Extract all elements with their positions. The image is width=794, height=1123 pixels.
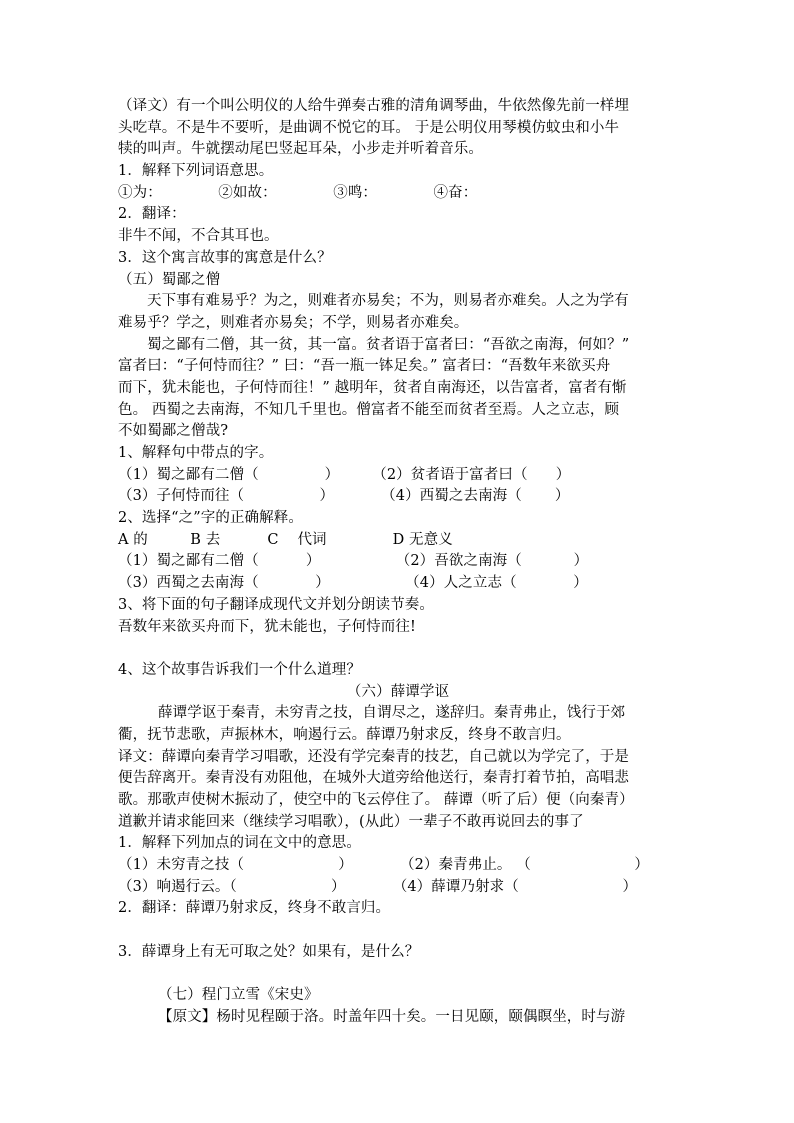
s6-question-1-row-1: （1）未穷青之技（ ） （2）秦青弗止。 （ ）: [118, 857, 650, 874]
question-1-heading: 1．解释下列词语意思。: [118, 163, 274, 180]
s6-question-2: 2．翻译：薛谭乃射求反，终身不敢言归。: [118, 900, 391, 917]
s5-question-1-row-1: （1）蜀之鄙有二僧（ ） （2）贫者语于富者曰（ ）: [118, 466, 571, 483]
section-6-title: （六）薛谭学讴: [346, 683, 450, 700]
passage-5-line-6: 色。 西蜀之去南海，不知几千里也。僧富者不能至而贫者至焉。人之立志，顾: [118, 401, 620, 418]
translation-line-1: （译文）有一个叫公明仪的人给牛弹奏古雅的清角调琴曲，牛依然像先前一样埋: [118, 98, 629, 114]
translation-6-line-2: 便告辞离开。秦青没有劝阻他，在城外大道旁给他送行，秦青打着节拍，高唱悲: [118, 770, 629, 787]
translation-6-line-3: 歌。那歌声使树木振动了，使空中的飞云停住了。 薛谭（听了后）便（向秦青）: [118, 792, 634, 808]
s5-question-1-heading: 1、解释句中带点的字。: [118, 445, 274, 461]
s6-question-1-row-2: （3）响遏行云。（ ） （4）薛谭乃射求（ ）: [118, 878, 638, 895]
blank-line: [118, 964, 678, 986]
s6-question-1-heading: 1．解释下列加点的词在文中的意思。: [118, 835, 361, 852]
s5-question-2-heading: 2、选择“之”字的正确解释。: [118, 510, 303, 527]
passage-6-line-2: 衢，抚节悲歌，声振林木，响遏行云。薛谭乃射求反，终身不敢言归。: [118, 726, 571, 743]
translation-line-2: 头吃草。不是牛不要听，是曲调不悦它的耳。 于是公明仪用琴模仿蚊虫和小牛: [118, 119, 620, 136]
s5-question-1-row-2: （3）子何恃而往（ ） （4）西蜀之去南海（ ）: [118, 488, 570, 505]
blank-line: [118, 920, 678, 942]
translation-6-line-1: 译文：薛谭向秦青学习唱歌，还没有学完秦青的技艺，自己就以为学完了，于是: [118, 748, 629, 765]
passage-5-line-2: 难易乎？学之，则难者亦易矣；不学，则易者亦难矣。: [118, 314, 469, 331]
document-page: [118, 96, 678, 1029]
section-7-title: （七）程门立雪《宋史》: [158, 987, 319, 1004]
question-3-heading: 3．这个寓言故事的寓意是什么？: [118, 249, 332, 266]
section-5-title: （五）蜀鄙之僧: [118, 271, 221, 288]
passage-6-line-1: 薛谭学讴于秦青，未穷青之技，自谓尽之，遂辞归。秦青弗止，饯行于郊: [158, 705, 626, 722]
question-1-items: ①为： ②如故： ③鸣： ④奋：: [118, 184, 478, 201]
s5-question-3-sentence: 吾数年来欲买舟而下，犹未能也，子何恃而往!: [118, 618, 416, 635]
blank-line: [118, 638, 678, 660]
passage-5-line-4: 富者曰：“子何恃而往？” 曰：“吾一瓶一钵足矣。” 富者曰：“吾数年来欲买舟: [118, 358, 611, 375]
s5-question-2-row-2: （3）西蜀之去南海（ ） （4）人之立志（ ）: [118, 575, 588, 592]
s5-question-3-heading: 3、将下面的句子翻译成现代文并划分朗读节奏。: [118, 596, 434, 613]
s5-question-2-row-1: （1）蜀之鄙有二僧（ ） （2）吾欲之南海（ ）: [118, 553, 589, 570]
passage-5-line-5: 而下，犹未能也，子何恃而往！” 越明年，贫者自南海还，以告富者，富者有惭: [118, 379, 627, 396]
passage-7-line-1: 【原文】杨时见程颐于洛。时盖年四十矣。一日见颐，颐偶瞑坐，时与游: [158, 1008, 626, 1025]
question-2-sentence: 非牛不闻，不合其耳也。: [118, 228, 279, 245]
s5-question-4-heading: 4、这个故事告诉我们一个什么道理？: [118, 661, 361, 678]
translation-6-line-4: 道歉并请求能回来（继续学习唱歌），(从此）一辈子不敢再说回去的事了: [118, 813, 584, 830]
s5-question-2-options: A 的 B 去 C 代词 D 无意义: [118, 531, 453, 548]
passage-5-line-3: 蜀之鄙有二僧，其一贫，其一富。贫者语于富者曰：“吾欲之南海，何如？”: [147, 336, 630, 353]
translation-line-3: 犊的叫声。牛就摆动尾巴竖起耳朵，小步走并听着音乐。: [118, 141, 483, 158]
question-2-heading: 2．翻译：: [118, 206, 186, 223]
passage-5-line-1: 天下事有难易乎？为之，则难者亦易矣；不为，则易者亦难矣。人之为学有: [147, 293, 629, 310]
passage-5-line-7: 不如蜀鄙之僧哉?: [118, 423, 229, 440]
s6-question-3: 3．薛谭身上有无可取之处？如果有，是什么？: [118, 943, 420, 960]
